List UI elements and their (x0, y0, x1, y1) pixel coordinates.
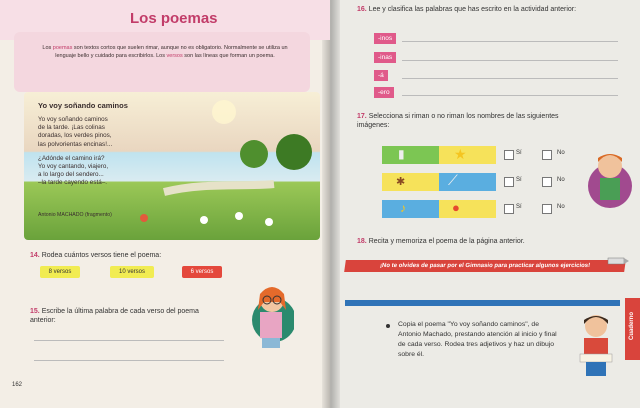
question-14 (30, 252, 161, 259)
answer-option-8-versos[interactable]: 8 versos (40, 266, 80, 278)
yes-label: Sí (516, 204, 522, 210)
pencil-tip-shape (624, 258, 629, 264)
pencil-icon (606, 254, 630, 268)
flower-shape-4 (140, 214, 148, 222)
yes-label: Sí (516, 177, 522, 183)
flower-shape-2 (235, 212, 243, 220)
skirt-shape (262, 338, 280, 348)
definition-part-2: son textos cortos que suelen rimar, aunque no es obligatorio. Normalmente se utiliza un lenguaje bello y cuidado para escribirlos. Los (55, 45, 288, 59)
cuaderno-label: Cuaderno (629, 312, 635, 341)
answer-option-6-versos[interactable]: 6 versos (182, 266, 222, 278)
poem-verse: –la tarde cayendo está–. (38, 179, 107, 187)
no-label: No (557, 204, 565, 210)
answer-option-10-versos[interactable]: 10 versos (110, 266, 154, 278)
body-shape (260, 312, 282, 338)
yes-checkbox[interactable] (504, 150, 514, 160)
page-title: Los poemas (130, 10, 218, 27)
question-text: Lee y clasifica las palabras que has escrito en la actividad anterior: (368, 6, 577, 13)
question-17 (357, 113, 587, 130)
definition-part-1: Los (42, 45, 53, 51)
question-number: 14. (30, 252, 40, 259)
answer-line[interactable] (402, 60, 618, 61)
gym-banner: ¡No te olvides de pasar por el Gimnasio para practicar algunos ejercicios! (344, 260, 626, 272)
pencil-body-shape (608, 258, 624, 264)
tree-shape (240, 140, 268, 168)
no-checkbox[interactable] (542, 177, 552, 187)
poem-verse: doradas, los verdes pinos, (38, 132, 112, 140)
tree-shape-2 (276, 134, 312, 170)
poem-verse: Yo voy cantando, viajero, (38, 163, 109, 171)
answer-line[interactable] (34, 360, 224, 361)
definition-text (40, 44, 290, 60)
answer-line[interactable] (402, 78, 618, 79)
page-gutter (322, 0, 340, 408)
keyword-poemas: poemas (52, 45, 73, 51)
suffix-label: -inas (374, 52, 396, 63)
flower-shape (200, 216, 208, 224)
pants-shape (586, 362, 606, 376)
question-18 (357, 238, 525, 245)
answer-line[interactable] (34, 340, 224, 341)
no-checkbox[interactable] (542, 204, 552, 214)
rhyme-image-row (382, 173, 496, 191)
poem-verse: de la tarde. ¡Las colinas (38, 124, 105, 132)
ant-icon: ✱ (396, 176, 406, 188)
rhyme-image-row (382, 200, 496, 218)
poem-title: Yo voy soñando caminos (38, 101, 128, 110)
question-number: 18. (357, 238, 367, 245)
bullet-icon (386, 324, 390, 328)
poem-verse: ¿Adónde el camino irá? (38, 154, 105, 162)
child-reading-illustration (572, 312, 620, 384)
yes-checkbox[interactable] (504, 204, 514, 214)
question-number: 15. (30, 308, 40, 315)
question-number: 17. (357, 113, 367, 120)
poem-verse: Yo voy soñando caminos (38, 116, 108, 123)
question-16 (357, 6, 577, 15)
bell-icon: ♪ (400, 201, 406, 215)
question-number: 16. (357, 6, 367, 13)
apple-icon: ● (452, 200, 460, 215)
question-15 (30, 307, 220, 325)
slide-icon: ⟋ (448, 172, 458, 188)
answer-line[interactable] (402, 95, 618, 96)
question-text: Selecciona si riman o no riman los nombres de las siguientes imágenes: (357, 113, 559, 129)
suffix-label: -á (374, 70, 388, 81)
question-text: Rodea cuántos versos tiene el poema: (41, 252, 162, 259)
no-checkbox[interactable] (542, 150, 552, 160)
poem-verse: las polvorientas encinas!... (38, 140, 113, 148)
cuaderno-tab (625, 298, 640, 360)
cloud-shape (212, 100, 236, 124)
poem-verses (38, 116, 168, 188)
poem-verse: a lo largo del sendero... (38, 171, 104, 179)
no-label: No (557, 150, 565, 156)
rhyme-image-row (382, 146, 496, 164)
girl-illustration (234, 280, 294, 380)
suffix-label: -inos (374, 33, 396, 44)
question-text: Escribe la última palabra de cada verso del poema anterior: (30, 308, 199, 324)
suffix-label: -ero (374, 87, 394, 98)
yes-checkbox[interactable] (504, 177, 514, 187)
body-shape (600, 178, 620, 200)
bottle-icon: ▮ (398, 147, 405, 161)
no-label: No (557, 177, 565, 183)
star-icon: ★ (454, 146, 467, 162)
yes-label: Sí (516, 150, 522, 156)
book-icon (580, 354, 612, 362)
page-number: 162 (12, 382, 23, 388)
answer-line[interactable] (402, 41, 618, 42)
poem-author: Antonio MACHADO (fragmento) (38, 212, 112, 218)
question-text: Recita y memoriza el poema de la página anterior. (368, 238, 525, 245)
path-road (164, 184, 274, 192)
definition-part-3: son las líneas que forman un poema. (182, 53, 275, 59)
definition-box (14, 32, 310, 92)
boy-illustration (588, 148, 638, 212)
notebook-instruction: Copia el poema "Yo voy soñando caminos", de Antonio Machado, prestando atención al inicio y final de cada verso. Rodea tres adjetivos y haz un dibujo sobre él. (398, 321, 557, 358)
section-divider (345, 300, 620, 306)
flower-shape-3 (265, 218, 273, 226)
keyword-versos: versos (166, 53, 183, 59)
